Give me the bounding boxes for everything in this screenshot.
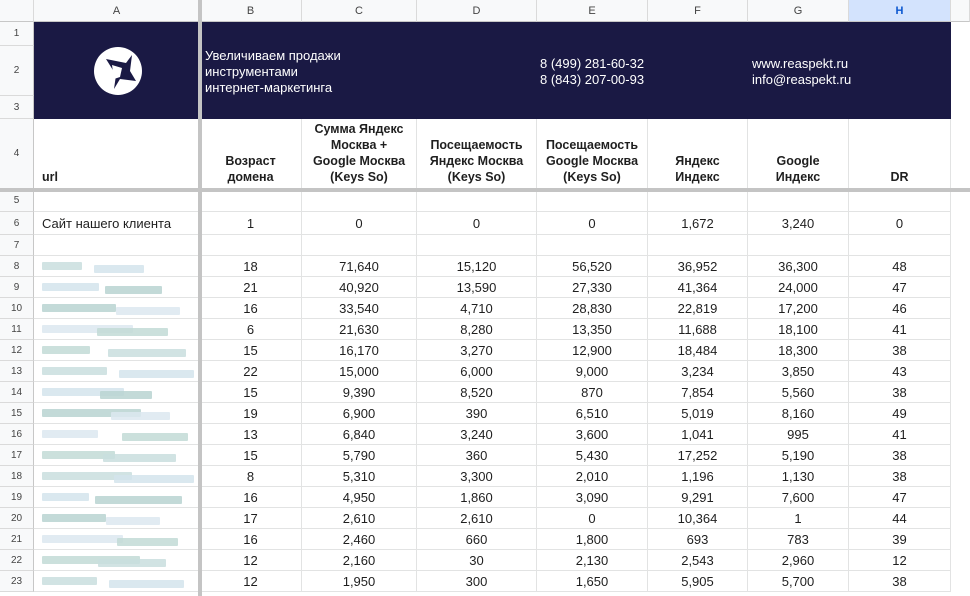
row-header-10[interactable]: 10	[0, 298, 34, 319]
data-value-cell[interactable]: 38	[849, 571, 951, 592]
column-header-a[interactable]: A	[34, 0, 200, 22]
data-value-cell[interactable]: 38	[849, 445, 951, 466]
data-value-cell[interactable]: 8,520	[417, 382, 537, 403]
data-value-cell[interactable]: 5,019	[648, 403, 748, 424]
data-value-cell[interactable]: 2,960	[748, 550, 849, 571]
redacted-url-blur	[42, 535, 123, 543]
redacted-url-blur	[42, 262, 82, 270]
redacted-url-blur	[105, 286, 162, 294]
header-line: Яндекс	[675, 154, 720, 168]
redacted-url-cell[interactable]	[34, 256, 200, 277]
header-sum[interactable]	[302, 119, 417, 189]
data-value-cell[interactable]: 38	[849, 382, 951, 403]
data-value-cell[interactable]: 2,130	[537, 550, 648, 571]
header-visits-google[interactable]	[537, 119, 648, 189]
data-value-cell[interactable]: 1,800	[537, 529, 648, 550]
frozen-row-divider[interactable]	[0, 188, 970, 192]
header-visits-yandex[interactable]	[417, 119, 537, 189]
header-line: Москва +	[330, 138, 388, 152]
data-value-cell[interactable]: 3,850	[748, 361, 849, 382]
data-value-cell[interactable]: 21,630	[302, 319, 417, 340]
redacted-url-blur	[122, 433, 188, 441]
data-value-cell[interactable]: 41	[849, 319, 951, 340]
data-value-cell[interactable]: 5,190	[748, 445, 849, 466]
row-header-13[interactable]: 13	[0, 361, 34, 382]
data-value-cell[interactable]: 15,120	[417, 256, 537, 277]
data-value-cell[interactable]: 1,196	[648, 466, 748, 487]
banner-phone[interactable]: 8 (499) 281-60-32	[540, 56, 645, 71]
column-header-d[interactable]: D	[417, 0, 537, 22]
header-line: Посещаемость	[545, 138, 639, 152]
data-value-cell[interactable]: 2,610	[417, 508, 537, 529]
header-yandex-index[interactable]	[648, 119, 748, 189]
redacted-url-blur	[103, 454, 176, 462]
empty-cell[interactable]	[34, 189, 200, 212]
row-header-1[interactable]: 1	[0, 22, 34, 46]
data-value-cell[interactable]: 33,540	[302, 298, 417, 319]
data-value-cell[interactable]: 300	[417, 571, 537, 592]
header-line: (Keys So)	[447, 170, 506, 184]
data-value-cell[interactable]: 4,710	[417, 298, 537, 319]
data-value-cell[interactable]: 43	[849, 361, 951, 382]
data-value-cell[interactable]: 4,950	[302, 487, 417, 508]
column-header-filler	[951, 0, 970, 22]
empty-cell[interactable]	[748, 235, 849, 256]
header-line: домена	[227, 170, 274, 184]
data-value-cell[interactable]: 1,041	[648, 424, 748, 445]
row-header-6[interactable]: 6	[0, 212, 34, 235]
data-value-cell[interactable]: 360	[417, 445, 537, 466]
row-header-8[interactable]: 8	[0, 256, 34, 277]
data-value-cell[interactable]: 21	[200, 277, 302, 298]
row-header-7[interactable]: 7	[0, 235, 34, 256]
data-value-cell[interactable]: 24,000	[748, 277, 849, 298]
data-value-cell[interactable]: 41,364	[648, 277, 748, 298]
column-header-f[interactable]: F	[648, 0, 748, 22]
redacted-url-blur	[97, 328, 168, 336]
header-line: Яндекс Москва	[429, 154, 524, 168]
data-value-cell[interactable]: 5,905	[648, 571, 748, 592]
redacted-url-blur	[98, 559, 166, 567]
data-value-cell[interactable]: 22	[200, 361, 302, 382]
data-value-cell[interactable]: 5,700	[748, 571, 849, 592]
data-value-cell[interactable]: 12	[849, 550, 951, 571]
row-header-15[interactable]: 15	[0, 403, 34, 424]
redacted-url-blur	[42, 304, 116, 312]
empty-cell[interactable]	[302, 189, 417, 212]
data-value-cell[interactable]: 5,560	[748, 382, 849, 403]
data-value-cell[interactable]: 5,430	[537, 445, 648, 466]
banner-phone[interactable]: 8 (843) 207-00-93	[540, 72, 645, 87]
client-value-cell[interactable]: 0	[537, 212, 648, 235]
header-text: DR	[890, 170, 909, 184]
header-line: Индекс	[675, 170, 720, 184]
row-header-11[interactable]: 11	[0, 319, 34, 340]
data-value-cell[interactable]: 1,950	[302, 571, 417, 592]
empty-cell[interactable]	[302, 235, 417, 256]
data-value-cell[interactable]: 390	[417, 403, 537, 424]
data-value-cell[interactable]: 6,900	[302, 403, 417, 424]
data-value-cell[interactable]: 2,460	[302, 529, 417, 550]
redacted-url-cell[interactable]	[34, 508, 200, 529]
redacted-url-cell[interactable]	[34, 403, 200, 424]
redacted-url-blur	[116, 307, 180, 315]
banner-tagline-line: Увеличиваем продажи	[205, 48, 341, 63]
data-value-cell[interactable]: 18	[200, 256, 302, 277]
redacted-url-blur	[109, 580, 184, 588]
data-value-cell[interactable]: 1,130	[748, 466, 849, 487]
select-all-corner[interactable]	[0, 0, 34, 22]
data-value-cell[interactable]: 16	[200, 298, 302, 319]
header-line: Возраст	[225, 154, 276, 168]
data-value-cell[interactable]: 3,300	[417, 466, 537, 487]
data-value-cell[interactable]: 47	[849, 277, 951, 298]
data-value-cell[interactable]: 13	[200, 424, 302, 445]
redacted-url-cell[interactable]	[34, 571, 200, 592]
data-value-cell[interactable]: 660	[417, 529, 537, 550]
row-header-18[interactable]: 18	[0, 466, 34, 487]
data-value-cell[interactable]: 39	[849, 529, 951, 550]
data-value-cell[interactable]: 6,840	[302, 424, 417, 445]
data-value-cell[interactable]: 18,100	[748, 319, 849, 340]
data-value-cell[interactable]: 71,640	[302, 256, 417, 277]
data-value-cell[interactable]: 19	[200, 403, 302, 424]
redacted-url-cell[interactable]	[34, 382, 200, 403]
data-value-cell[interactable]: 5,310	[302, 466, 417, 487]
redacted-url-cell[interactable]	[34, 340, 200, 361]
banner-website-link[interactable]: www.reaspekt.ru	[752, 56, 849, 71]
data-value-cell[interactable]: 44	[849, 508, 951, 529]
data-value-cell[interactable]: 8,160	[748, 403, 849, 424]
header-line: Индекс	[775, 170, 821, 184]
empty-cell[interactable]	[849, 235, 951, 256]
redacted-url-blur	[42, 577, 97, 585]
empty-cell[interactable]	[417, 235, 537, 256]
row-header-21[interactable]: 21	[0, 529, 34, 550]
row-header-3[interactable]: 3	[0, 96, 34, 119]
data-value-cell[interactable]: 783	[748, 529, 849, 550]
data-value-cell[interactable]: 2,160	[302, 550, 417, 571]
data-value-cell[interactable]: 13,590	[417, 277, 537, 298]
data-value-cell[interactable]: 36,952	[648, 256, 748, 277]
data-value-cell[interactable]: 15,000	[302, 361, 417, 382]
redacted-url-blur	[42, 430, 98, 438]
data-value-cell[interactable]: 38	[849, 466, 951, 487]
data-value-cell[interactable]: 46	[849, 298, 951, 319]
data-value-cell[interactable]: 11,688	[648, 319, 748, 340]
redacted-url-blur	[117, 538, 178, 546]
redacted-url-cell[interactable]	[34, 361, 200, 382]
banner-tagline-line: инструментами	[205, 64, 298, 79]
column-header-b[interactable]: B	[200, 0, 302, 22]
empty-cell[interactable]	[200, 189, 302, 212]
redacted-url-cell[interactable]	[34, 319, 200, 340]
empty-cell[interactable]	[417, 189, 537, 212]
client-value-cell[interactable]: 0	[849, 212, 951, 235]
data-value-cell[interactable]: 1,650	[537, 571, 648, 592]
empty-cell[interactable]	[34, 235, 200, 256]
redacted-url-cell[interactable]	[34, 466, 200, 487]
data-value-cell[interactable]: 41	[849, 424, 951, 445]
redacted-url-blur	[94, 265, 144, 273]
redacted-url-cell[interactable]	[34, 445, 200, 466]
redacted-url-cell[interactable]	[34, 277, 200, 298]
frozen-column-divider[interactable]	[198, 0, 202, 596]
redacted-url-blur	[42, 283, 99, 291]
client-value-cell[interactable]: 0	[302, 212, 417, 235]
data-value-cell[interactable]: 8,280	[417, 319, 537, 340]
data-value-cell[interactable]: 3,600	[537, 424, 648, 445]
data-value-cell[interactable]: 2,610	[302, 508, 417, 529]
data-value-cell[interactable]: 22,819	[648, 298, 748, 319]
header-dr[interactable]	[849, 119, 951, 189]
row-header-19[interactable]: 19	[0, 487, 34, 508]
data-value-cell[interactable]: 7,854	[648, 382, 748, 403]
empty-cell[interactable]	[537, 189, 648, 212]
data-value-cell[interactable]: 16,170	[302, 340, 417, 361]
data-value-cell[interactable]: 36,300	[748, 256, 849, 277]
data-value-cell[interactable]: 47	[849, 487, 951, 508]
redacted-url-blur	[111, 412, 170, 420]
data-value-cell[interactable]: 3,240	[417, 424, 537, 445]
redacted-url-blur	[42, 367, 107, 375]
data-value-cell[interactable]: 12,900	[537, 340, 648, 361]
data-value-cell[interactable]: 1,860	[417, 487, 537, 508]
data-value-cell[interactable]: 15	[200, 445, 302, 466]
data-value-cell[interactable]: 16	[200, 529, 302, 550]
data-value-cell[interactable]: 49	[849, 403, 951, 424]
redacted-url-cell[interactable]	[34, 487, 200, 508]
row-header-17[interactable]: 17	[0, 445, 34, 466]
header-line: Google	[776, 154, 820, 168]
client-value-cell[interactable]: 0	[417, 212, 537, 235]
data-value-cell[interactable]: 12	[200, 550, 302, 571]
row-header-9[interactable]: 9	[0, 277, 34, 298]
data-value-cell[interactable]: 6,510	[537, 403, 648, 424]
row-header-20[interactable]: 20	[0, 508, 34, 529]
data-value-cell[interactable]: 6	[200, 319, 302, 340]
data-value-cell[interactable]: 13,350	[537, 319, 648, 340]
header-line: Google Москва	[312, 154, 406, 168]
data-value-cell[interactable]: 56,520	[537, 256, 648, 277]
row-header-12[interactable]: 12	[0, 340, 34, 361]
data-value-cell[interactable]: 1	[748, 508, 849, 529]
data-value-cell[interactable]: 6,000	[417, 361, 537, 382]
row-header-14[interactable]: 14	[0, 382, 34, 403]
data-value-cell[interactable]: 2,543	[648, 550, 748, 571]
redacted-url-cell[interactable]	[34, 529, 200, 550]
data-value-cell[interactable]: 28,830	[537, 298, 648, 319]
data-value-cell[interactable]: 38	[849, 340, 951, 361]
client-value-cell[interactable]: 3,240	[748, 212, 849, 235]
empty-cell[interactable]	[648, 235, 748, 256]
redacted-url-blur	[95, 496, 182, 504]
data-value-cell[interactable]: 5,790	[302, 445, 417, 466]
data-value-cell[interactable]: 12	[200, 571, 302, 592]
company-logo-icon	[92, 45, 144, 97]
client-value-cell[interactable]: 1	[200, 212, 302, 235]
redacted-url-blur	[114, 475, 194, 483]
header-line: (Keys So)	[330, 170, 388, 184]
column-header-c[interactable]: C	[302, 0, 417, 22]
row-header-23[interactable]: 23	[0, 571, 34, 592]
data-value-cell[interactable]: 9,000	[537, 361, 648, 382]
redacted-url-blur	[42, 493, 89, 501]
column-header-h[interactable]: H	[849, 0, 951, 22]
data-value-cell[interactable]: 15	[200, 382, 302, 403]
header-url[interactable]: url	[34, 119, 200, 189]
column-header-e[interactable]: E	[537, 0, 648, 22]
data-value-cell[interactable]: 18,484	[648, 340, 748, 361]
header-line: Сумма Яндекс	[314, 122, 404, 136]
banner-email-link[interactable]: info@reaspekt.ru	[752, 72, 852, 87]
data-value-cell[interactable]: 870	[537, 382, 648, 403]
data-value-cell[interactable]: 9,291	[648, 487, 748, 508]
data-value-cell[interactable]: 0	[537, 508, 648, 529]
data-value-cell[interactable]: 30	[417, 550, 537, 571]
data-value-cell[interactable]: 10,364	[648, 508, 748, 529]
data-value-cell[interactable]: 7,600	[748, 487, 849, 508]
redacted-url-cell[interactable]	[34, 298, 200, 319]
data-value-cell[interactable]: 15	[200, 340, 302, 361]
redacted-url-blur	[119, 370, 194, 378]
data-value-cell[interactable]: 8	[200, 466, 302, 487]
data-value-cell[interactable]: 18,300	[748, 340, 849, 361]
empty-cell[interactable]	[537, 235, 648, 256]
header-google-index[interactable]	[748, 119, 849, 189]
row-header-2[interactable]: 2	[0, 46, 34, 96]
header-age[interactable]	[200, 119, 302, 189]
client-url-cell[interactable]: Сайт нашего клиента	[34, 212, 200, 235]
empty-cell[interactable]	[648, 189, 748, 212]
row-header-16[interactable]: 16	[0, 424, 34, 445]
redacted-url-blur	[100, 391, 152, 399]
data-value-cell[interactable]: 40,920	[302, 277, 417, 298]
data-value-cell[interactable]: 3,234	[648, 361, 748, 382]
empty-cell[interactable]	[849, 189, 951, 212]
data-value-cell[interactable]: 9,390	[302, 382, 417, 403]
redacted-url-cell[interactable]	[34, 424, 200, 445]
redacted-url-blur	[42, 346, 90, 354]
redacted-url-blur	[106, 517, 160, 525]
redacted-url-blur	[108, 349, 186, 357]
redacted-url-blur	[42, 514, 106, 522]
row-header-5[interactable]: 5	[0, 189, 34, 212]
data-value-cell[interactable]: 48	[849, 256, 951, 277]
empty-cell[interactable]	[748, 189, 849, 212]
header-line: Google Москва	[545, 154, 639, 168]
banner-tagline-line: интернет-маркетинга	[205, 80, 333, 95]
row-header-22[interactable]: 22	[0, 550, 34, 571]
data-value-cell[interactable]: 3,090	[537, 487, 648, 508]
row-header-4[interactable]: 4	[0, 119, 34, 189]
data-value-cell[interactable]: 17,200	[748, 298, 849, 319]
header-line: (Keys So)	[563, 170, 621, 184]
data-value-cell[interactable]: 2,010	[537, 466, 648, 487]
column-header-g[interactable]: G	[748, 0, 849, 22]
data-value-cell[interactable]: 3,270	[417, 340, 537, 361]
data-value-cell[interactable]: 17	[200, 508, 302, 529]
data-value-cell[interactable]: 16	[200, 487, 302, 508]
empty-cell[interactable]	[200, 235, 302, 256]
client-value-cell[interactable]: 1,672	[648, 212, 748, 235]
data-value-cell[interactable]: 693	[648, 529, 748, 550]
data-value-cell[interactable]: 27,330	[537, 277, 648, 298]
data-value-cell[interactable]: 17,252	[648, 445, 748, 466]
header-line: Посещаемость	[430, 138, 523, 152]
redacted-url-cell[interactable]	[34, 550, 200, 571]
data-value-cell[interactable]: 995	[748, 424, 849, 445]
